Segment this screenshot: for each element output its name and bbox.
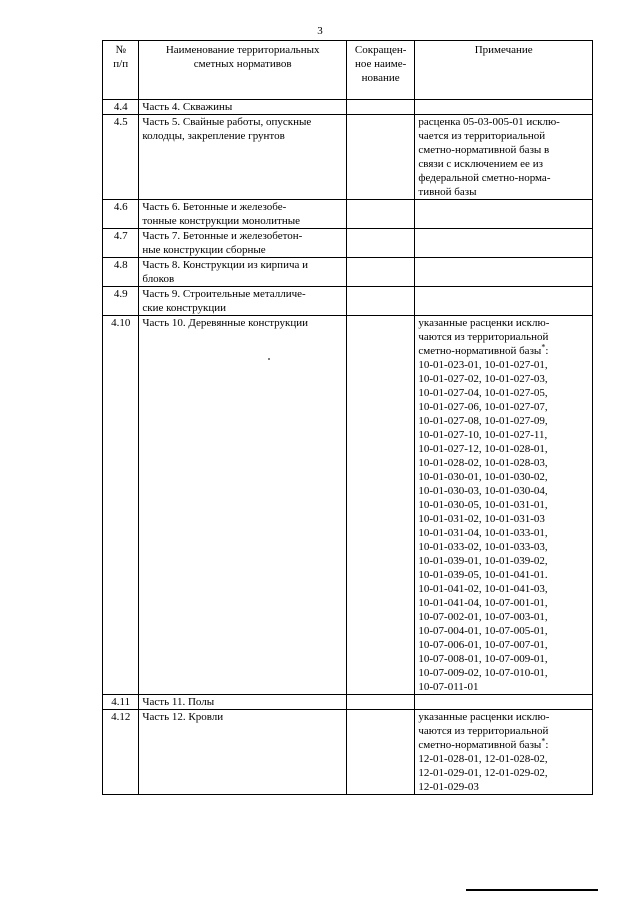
rate-code-line: 12-01-028-01, 12-01-028-02, [418,753,548,765]
rate-code-line: 12-01-029-03 [418,781,479,793]
rate-code-line: 10-01-023-01, 10-01-027-01, [418,359,548,371]
rate-code-line: 12-01-029-01, 12-01-029-02, [418,767,548,779]
rate-code-line: 10-01-028-02, 10-01-028-03, [418,457,548,469]
rate-code-line: 10-01-041-02, 10-01-041-03, [418,583,548,595]
row-name: Часть 4. Скважины [139,100,347,115]
row-note: расценка 05-03-005-01 исклю- чается из территориальной сметно-нормативной базы в связи с исключением ее из федеральной сметно-норма- тивной базы [415,115,593,200]
row-abbr [346,316,414,695]
row-abbr [346,100,414,115]
table-row [103,695,593,710]
row-number: 4.10 [103,316,139,695]
row-number: 4.5 [103,115,139,200]
header-note: Примечание [415,41,593,100]
row-name: Часть 5. Свайные работы, опускные колодцы, закрепление грунтов [139,115,347,200]
row-name: Часть 11. Полы [139,695,347,710]
table-row [103,100,593,115]
row-abbr [346,229,414,258]
row-abbr [346,258,414,287]
rate-code-list [418,752,589,794]
table-row [103,710,593,795]
table-body [103,100,593,795]
table-row [103,287,593,316]
rate-code-line: 10-07-004-01, 10-07-005-01, [418,625,548,637]
table-row [103,229,593,258]
rate-code-line: 10-07-008-01, 10-07-009-01, [418,653,548,665]
row-name: Часть 8. Конструкции из кирпича и блоков [139,258,347,287]
rate-code-line: 10-01-027-10, 10-01-027-11, [418,429,548,441]
row-note [415,258,593,287]
page-number: 3 [317,25,323,37]
row-note [415,710,593,795]
signature-line [466,889,598,891]
row-note [415,229,593,258]
rate-code-list [418,358,589,694]
row-abbr [346,695,414,710]
row-number: 4.7 [103,229,139,258]
header-name: Наименование территориальных сметных нормативов [139,41,347,100]
row-name: Часть 7. Бетонные и железобетон- ные конструкции сборные [139,229,347,258]
row-note [415,695,593,710]
row-abbr [346,710,414,795]
row-name: Часть 9. Строительные металличе- ские конструкции [139,287,347,316]
row-number: 4.4 [103,100,139,115]
rate-code-line: 10-01-027-12, 10-01-028-01, [418,443,548,455]
rate-code-line: 10-01-031-04, 10-01-033-01, [418,527,548,539]
row-number: 4.11 [103,695,139,710]
rate-code-line: 10-01-041-04, 10-07-001-01, [418,597,548,609]
row-abbr [346,115,414,200]
row-number: 4.12 [103,710,139,795]
row-number: 4.8 [103,258,139,287]
rate-code-line: 10-01-030-01, 10-01-030-02, [418,471,548,483]
rate-code-line: 10-01-039-01, 10-01-039-02, [418,555,548,567]
row-number: 4.9 [103,287,139,316]
rate-code-line: 10-01-027-02, 10-01-027-03, [418,373,548,385]
note-colon: : [545,345,549,357]
rate-code-line: 10-01-033-02, 10-01-033-03, [418,541,548,553]
footnote-mark: * [541,736,546,746]
row-number: 4.6 [103,200,139,229]
scan-speck [268,358,270,360]
header-num: № п/п [103,41,139,100]
rate-code-line: 10-07-011-01 [418,681,479,693]
rate-code-line: 10-07-009-02, 10-07-010-01, [418,667,548,679]
row-name: Часть 10. Деревянные конструкции [139,316,347,695]
row-note [415,100,593,115]
rate-code-line: 10-07-002-01, 10-07-003-01, [418,611,548,623]
row-abbr [346,200,414,229]
table-row [103,316,593,695]
note-intro: указанные расценки исклю- чаются из территориальной сметно-нормативной базы [418,317,550,357]
row-note [415,200,593,229]
note-intro: указанные расценки исклю- чаются из территориальной сметно-нормативной базы [418,711,550,751]
footnote-mark: * [541,342,546,352]
rate-code-line: 10-01-030-03, 10-01-030-04, [418,485,548,497]
row-note [415,287,593,316]
note-colon: : [545,739,549,751]
table-row [103,115,593,200]
table-row [103,200,593,229]
row-note [415,316,593,695]
regulations-table [102,40,593,795]
rate-code-line: 10-01-027-04, 10-01-027-05, [418,387,548,399]
rate-code-line: 10-01-031-02, 10-01-031-03 [418,513,545,525]
rate-code-line: 10-01-027-06, 10-01-027-07, [418,401,548,413]
rate-code-line: 10-01-027-08, 10-01-027-09, [418,415,548,427]
table-header [103,41,593,100]
row-abbr [346,287,414,316]
row-name: Часть 12. Кровли [139,710,347,795]
table-row [103,258,593,287]
rate-code-line: 10-07-006-01, 10-07-007-01, [418,639,548,651]
rate-code-line: 10-01-030-05, 10-01-031-01, [418,499,548,511]
header-abbr: Сокращен- ное наиме- нование [346,41,414,100]
rate-code-line: 10-01-039-05, 10-01-041-01. [418,569,548,581]
row-name: Часть 6. Бетонные и железобе- тонные конструкции монолитные [139,200,347,229]
